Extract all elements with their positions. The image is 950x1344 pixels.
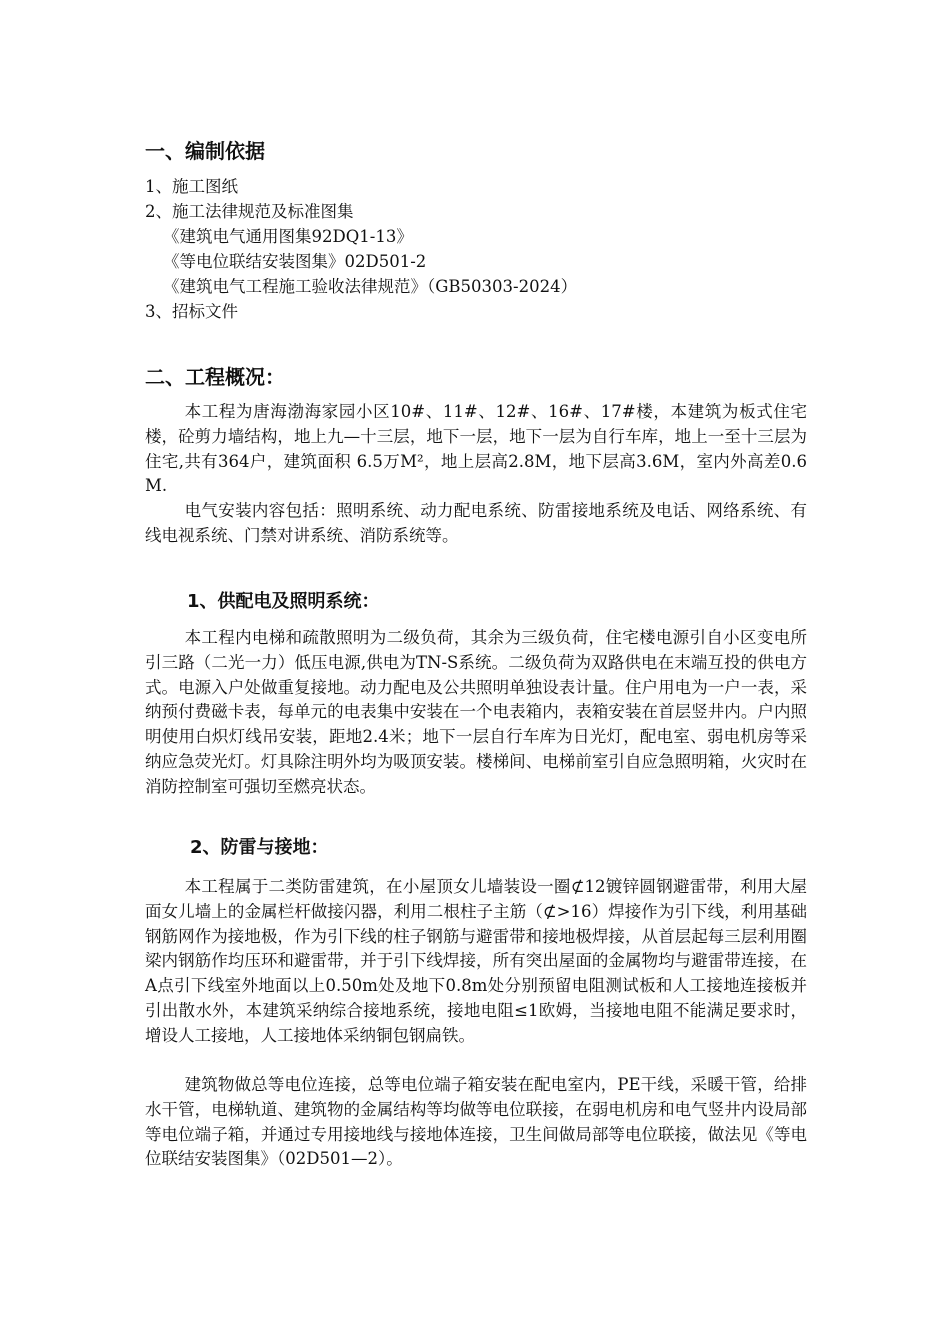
- list-item: 《建筑电气工程施工验收法律规范》（GB50303-2024）: [163, 277, 578, 296]
- list-item: 《建筑电气通用图集92DQ1-13》: [163, 227, 413, 246]
- equipotential-paragraph: 建筑物做总等电位连接，总等电位端子箱安装在配电室内，PE干线，采暖干管，给排水干管，电梯轨道、建筑物的金属结构等均做等电位联接，在弱电机房和电气竖井内设局部等电位端子箱，并通过专用接地线与接地体连接，卫生间做局部等电位联接，做法见《等电位联结安装图集》（02D501—2）。: [145, 1075, 807, 1169]
- list-item: 1、施工图纸: [145, 177, 238, 196]
- power-lighting-paragraph: 本工程内电梯和疏散照明为二级负荷，其余为三级负荷，住宅楼电源引自小区变电所引三路（二光一力）低压电源,供电为TN-S系统。二级负荷为双路供电在末端互投的供电方式。电源入户处做重复接地。动力配电及公共照明单独设表计量。住户用电为一户一表，采纳预付费磁卡表，每单元的电表集中安装在一个电表箱内，表箱安装在首层竖井内。户内照明使用白炽灯线吊安装，距地2.4米；地下一层自行车库为日光灯，配电室、弱电机房等采纳应急荧光灯。灯具除注明外均为吸顶安装。楼梯间、电梯前室引自应急照明箱，火灾时在消防控制室可强切至燃亮状态。: [145, 628, 807, 796]
- list-item: 2、施工法律规范及标准图集: [145, 202, 354, 221]
- list-item: 《等电位联结安装图集》02D501-2: [163, 252, 427, 271]
- subsection-heading-power-lighting: 1、供配电及照明系统：: [187, 591, 380, 612]
- overview-paragraph: 本工程为唐海渤海家园小区10#、11#、12#、16#、17#楼，本建筑为板式住宅楼，砼剪力墙结构，地上九—十三层，地下一层，地下一层为自行车库，地上一至十三层为住宅,共有364户，建筑面积 6.5万M²，地上层高2.8M，地下层高3.6M，室内外高差0.6M.: [145, 402, 807, 496]
- section-heading-overview: 二、工程概况：: [145, 365, 285, 389]
- scope-paragraph: 电气安装内容包括：照明系统、动力配电系统、防雷接地系统及电话、网络系统、有线电视系统、门禁对讲系统、消防系统等。: [145, 501, 807, 545]
- lightning-paragraph: 本工程属于二类防雷建筑，在小屋顶女儿墙装设一圈⊄12镀锌圆钢避雷带，利用大屋面女儿墙上的金属栏杆做接闪器，利用二根柱子主筋（⊄>16）焊接作为引下线，利用基础钢筋网作为接地极，作为引下线的柱子钢筋与避雷带和接地极焊接，从首层起每三层利用圈梁内钢筋作均压环和避雷带，并于引下线焊接，所有突出屋面的金属物均与避雷带连接，在A点引下线室外地面以上0.50m处及地下0.8m处分别预留电阻测试板和人工接地连接板并引出散水外，本建筑采纳综合接地系统，接地电阻≤1欧姆，当接地电阻不能满足要求时，增设人工接地，人工接地体采纳铜包钢扁铁。: [145, 877, 807, 1045]
- subsection-heading-lightning-grounding: 2、防雷与接地：: [190, 837, 329, 858]
- list-item: 3、招标文件: [145, 302, 238, 321]
- section-heading-basis: 一、编制依据: [145, 139, 265, 163]
